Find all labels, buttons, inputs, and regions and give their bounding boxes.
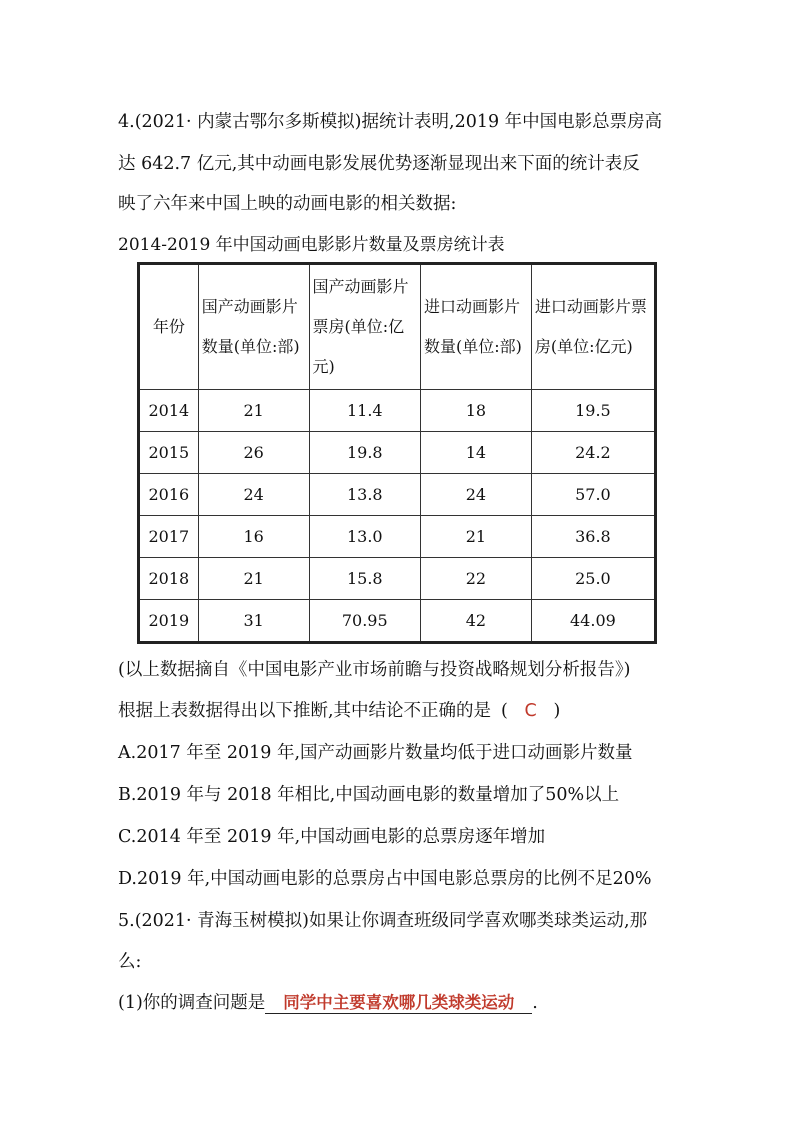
- cell-domestic-box-office: 13.8: [309, 474, 420, 516]
- answer-choice: C: [524, 701, 537, 721]
- cell-year: 2014: [139, 390, 199, 432]
- q4-text-line-3: 映了六年来中国上映的动画电影的相关数据:: [118, 194, 457, 214]
- cell-domestic-count: 31: [198, 600, 309, 643]
- cell-domestic-count: 16: [198, 516, 309, 558]
- header-domestic-box-office: 国产动画影片票房(单位:亿元): [309, 264, 420, 390]
- paren-close: ): [553, 701, 561, 721]
- data-source-note: (以上数据摘自《中国电影产业市场前瞻与投资战略规划分析报告》): [118, 660, 631, 680]
- paren-open: (: [500, 701, 508, 721]
- header-year: 年份: [139, 264, 199, 390]
- table-row: [139, 600, 656, 643]
- q5-text-line-1: 5.(2021· 青海玉树模拟)如果让你调查班级同学喜欢哪类球类运动,那: [118, 911, 648, 931]
- option-d: D.2019 年,中国动画电影的总票房占中国电影总票房的比例不足20%: [118, 869, 652, 889]
- q5-part-1-answer: 同学中主要喜欢哪几类球类运动: [265, 993, 532, 1014]
- cell-import-count: 18: [420, 390, 531, 432]
- cell-domestic-box-office: 11.4: [309, 390, 420, 432]
- cell-domestic-box-office: 15.8: [309, 558, 420, 600]
- q5-part-1: [118, 989, 538, 1014]
- cell-domestic-count: 26: [198, 432, 309, 474]
- header-import-box-office: 进口动画影片票房(单位:亿元): [531, 264, 655, 390]
- cell-import-box-office: 44.09: [531, 600, 655, 643]
- table-row: [139, 558, 656, 600]
- option-b: B.2019 年与 2018 年相比,中国动画电影的数量增加了50%以上: [118, 785, 620, 805]
- cell-year: 2015: [139, 432, 199, 474]
- q5-text-line-2: 么:: [118, 952, 142, 972]
- cell-year: 2016: [139, 474, 199, 516]
- cell-year: 2018: [139, 558, 199, 600]
- cell-import-count: 22: [420, 558, 531, 600]
- option-a: A.2017 年至 2019 年,国产动画影片数量均低于进口动画影片数量: [118, 743, 633, 763]
- cell-year: 2017: [139, 516, 199, 558]
- cell-import-box-office: 24.2: [531, 432, 655, 474]
- cell-domestic-count: 24: [198, 474, 309, 516]
- answer-bracket: [497, 701, 565, 721]
- cell-import-count: 14: [420, 432, 531, 474]
- cell-domestic-count: 21: [198, 390, 309, 432]
- cell-import-box-office: 36.8: [531, 516, 655, 558]
- q5-part-1-prefix: (1)你的调查问题是: [118, 993, 266, 1013]
- q5-part-1-suffix: .: [532, 993, 538, 1013]
- q4-question-text: 根据上表数据得出以下推断,其中结论不正确的是: [118, 701, 492, 721]
- table-header-row: [139, 264, 656, 390]
- statistics-table: [137, 262, 657, 644]
- cell-domestic-box-office: 70.95: [309, 600, 420, 643]
- header-import-count: 进口动画影片数量(单位:部): [420, 264, 531, 390]
- cell-domestic-count: 21: [198, 558, 309, 600]
- cell-import-count: 24: [420, 474, 531, 516]
- table-row: [139, 390, 656, 432]
- cell-import-count: 42: [420, 600, 531, 643]
- table-row: [139, 474, 656, 516]
- q4-text-line-2: 达 642.7 亿元,其中动画电影发展优势逐渐显现出来下面的统计表反: [118, 154, 640, 174]
- option-c: C.2014 年至 2019 年,中国动画电影的总票房逐年增加: [118, 827, 546, 847]
- cell-import-box-office: 25.0: [531, 558, 655, 600]
- q4-question: [118, 697, 565, 722]
- table-row: [139, 432, 656, 474]
- cell-year: 2019: [139, 600, 199, 643]
- q4-text-line-1: 4.(2021· 内蒙古鄂尔多斯模拟)据统计表明,2019 年中国电影总票房高: [118, 112, 663, 132]
- cell-import-count: 21: [420, 516, 531, 558]
- table-caption: 2014-2019 年中国动画电影影片数量及票房统计表: [118, 235, 505, 255]
- cell-import-box-office: 19.5: [531, 390, 655, 432]
- table-row: [139, 516, 656, 558]
- header-domestic-count: 国产动画影片数量(单位:部): [198, 264, 309, 390]
- cell-domestic-box-office: 19.8: [309, 432, 420, 474]
- cell-domestic-box-office: 13.0: [309, 516, 420, 558]
- cell-import-box-office: 57.0: [531, 474, 655, 516]
